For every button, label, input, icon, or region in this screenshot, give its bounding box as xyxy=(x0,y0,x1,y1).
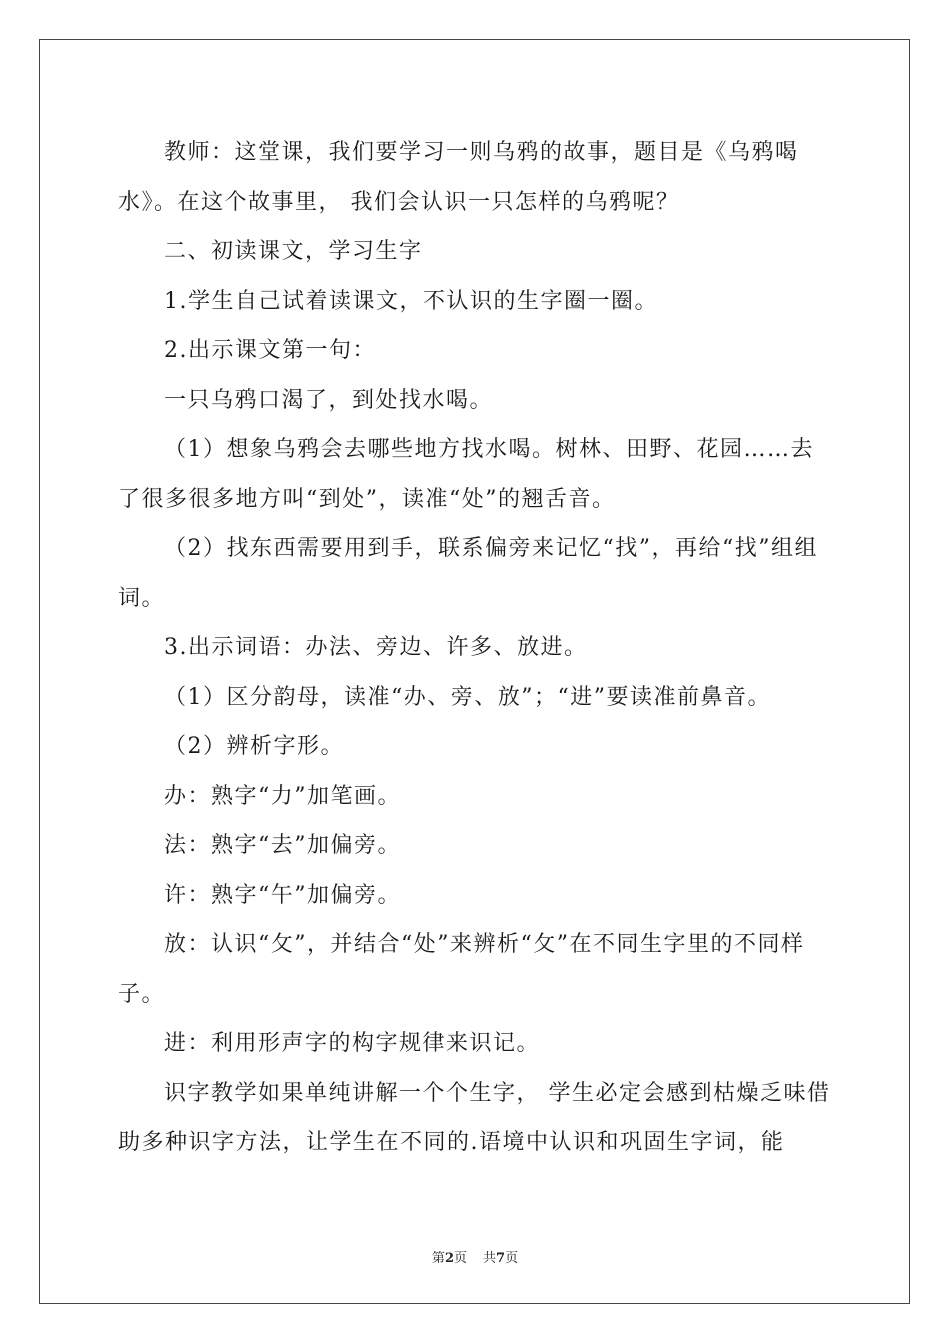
document-body xyxy=(118,128,832,1168)
paragraph: 放：认识“攵”，并结合“处”来辨析“攵”在不同生字里的不同样子。 xyxy=(118,932,805,1007)
paragraph: （2）找东西需要用到手，联系偏旁来记忆“找”，再给“找”组组词。 xyxy=(118,536,818,611)
paragraph: （1）想象乌鸦会去哪些地方找水喝。树林、田野、花园……去了很多很多地方叫“到处”，读准“处”的翘舌音。 xyxy=(118,437,814,512)
paragraph: 教师：这堂课，我们要学习一则乌鸦的故事，题目是《乌鸦喝水》。在这个故事里， 我们会认识一只怎样的乌鸦呢？ xyxy=(118,140,799,215)
footer-total-suffix: 页 xyxy=(505,1251,519,1266)
paragraph: 一只乌鸦口渴了，到处找水喝。 xyxy=(164,387,494,413)
paragraph: 识字教学如果单纯讲解一个个生字， 学生必定会感到枯燥乏味借助多种识字方法，让学生在不同的.语境中认识和巩固生字词，能 xyxy=(118,1080,831,1155)
paragraph: （2）辨析字形。 xyxy=(164,734,344,759)
paragraph: 3.出示词语：办法、旁边、许多、放进。 xyxy=(164,635,588,660)
footer-prefix: 第 xyxy=(431,1251,445,1266)
paragraph: 进：利用形声字的构字规律来识记。 xyxy=(164,1031,541,1056)
footer-page-suffix: 页 xyxy=(453,1251,467,1266)
page-footer xyxy=(0,1247,950,1266)
paragraph: （1）区分韵母，读准“办、旁、放”；“进”要读准前鼻音。 xyxy=(164,684,771,710)
paragraph: 许：熟字“午”加偏旁。 xyxy=(164,882,401,908)
paragraph: 办：熟字“力”加笔画。 xyxy=(164,783,401,809)
current-page-number: 2 xyxy=(444,1251,454,1266)
paragraph: 1.学生自己试着读课文，不认识的生字圈一圈。 xyxy=(164,288,658,314)
section-heading: 二、初读课文，学习生字 xyxy=(164,239,423,264)
total-pages-number: 7 xyxy=(496,1251,506,1266)
paragraph: 2.出示课文第一句： xyxy=(164,338,376,363)
footer-total-prefix: 共 xyxy=(483,1251,497,1266)
paragraph: 法：熟字“去”加偏旁。 xyxy=(164,833,401,858)
